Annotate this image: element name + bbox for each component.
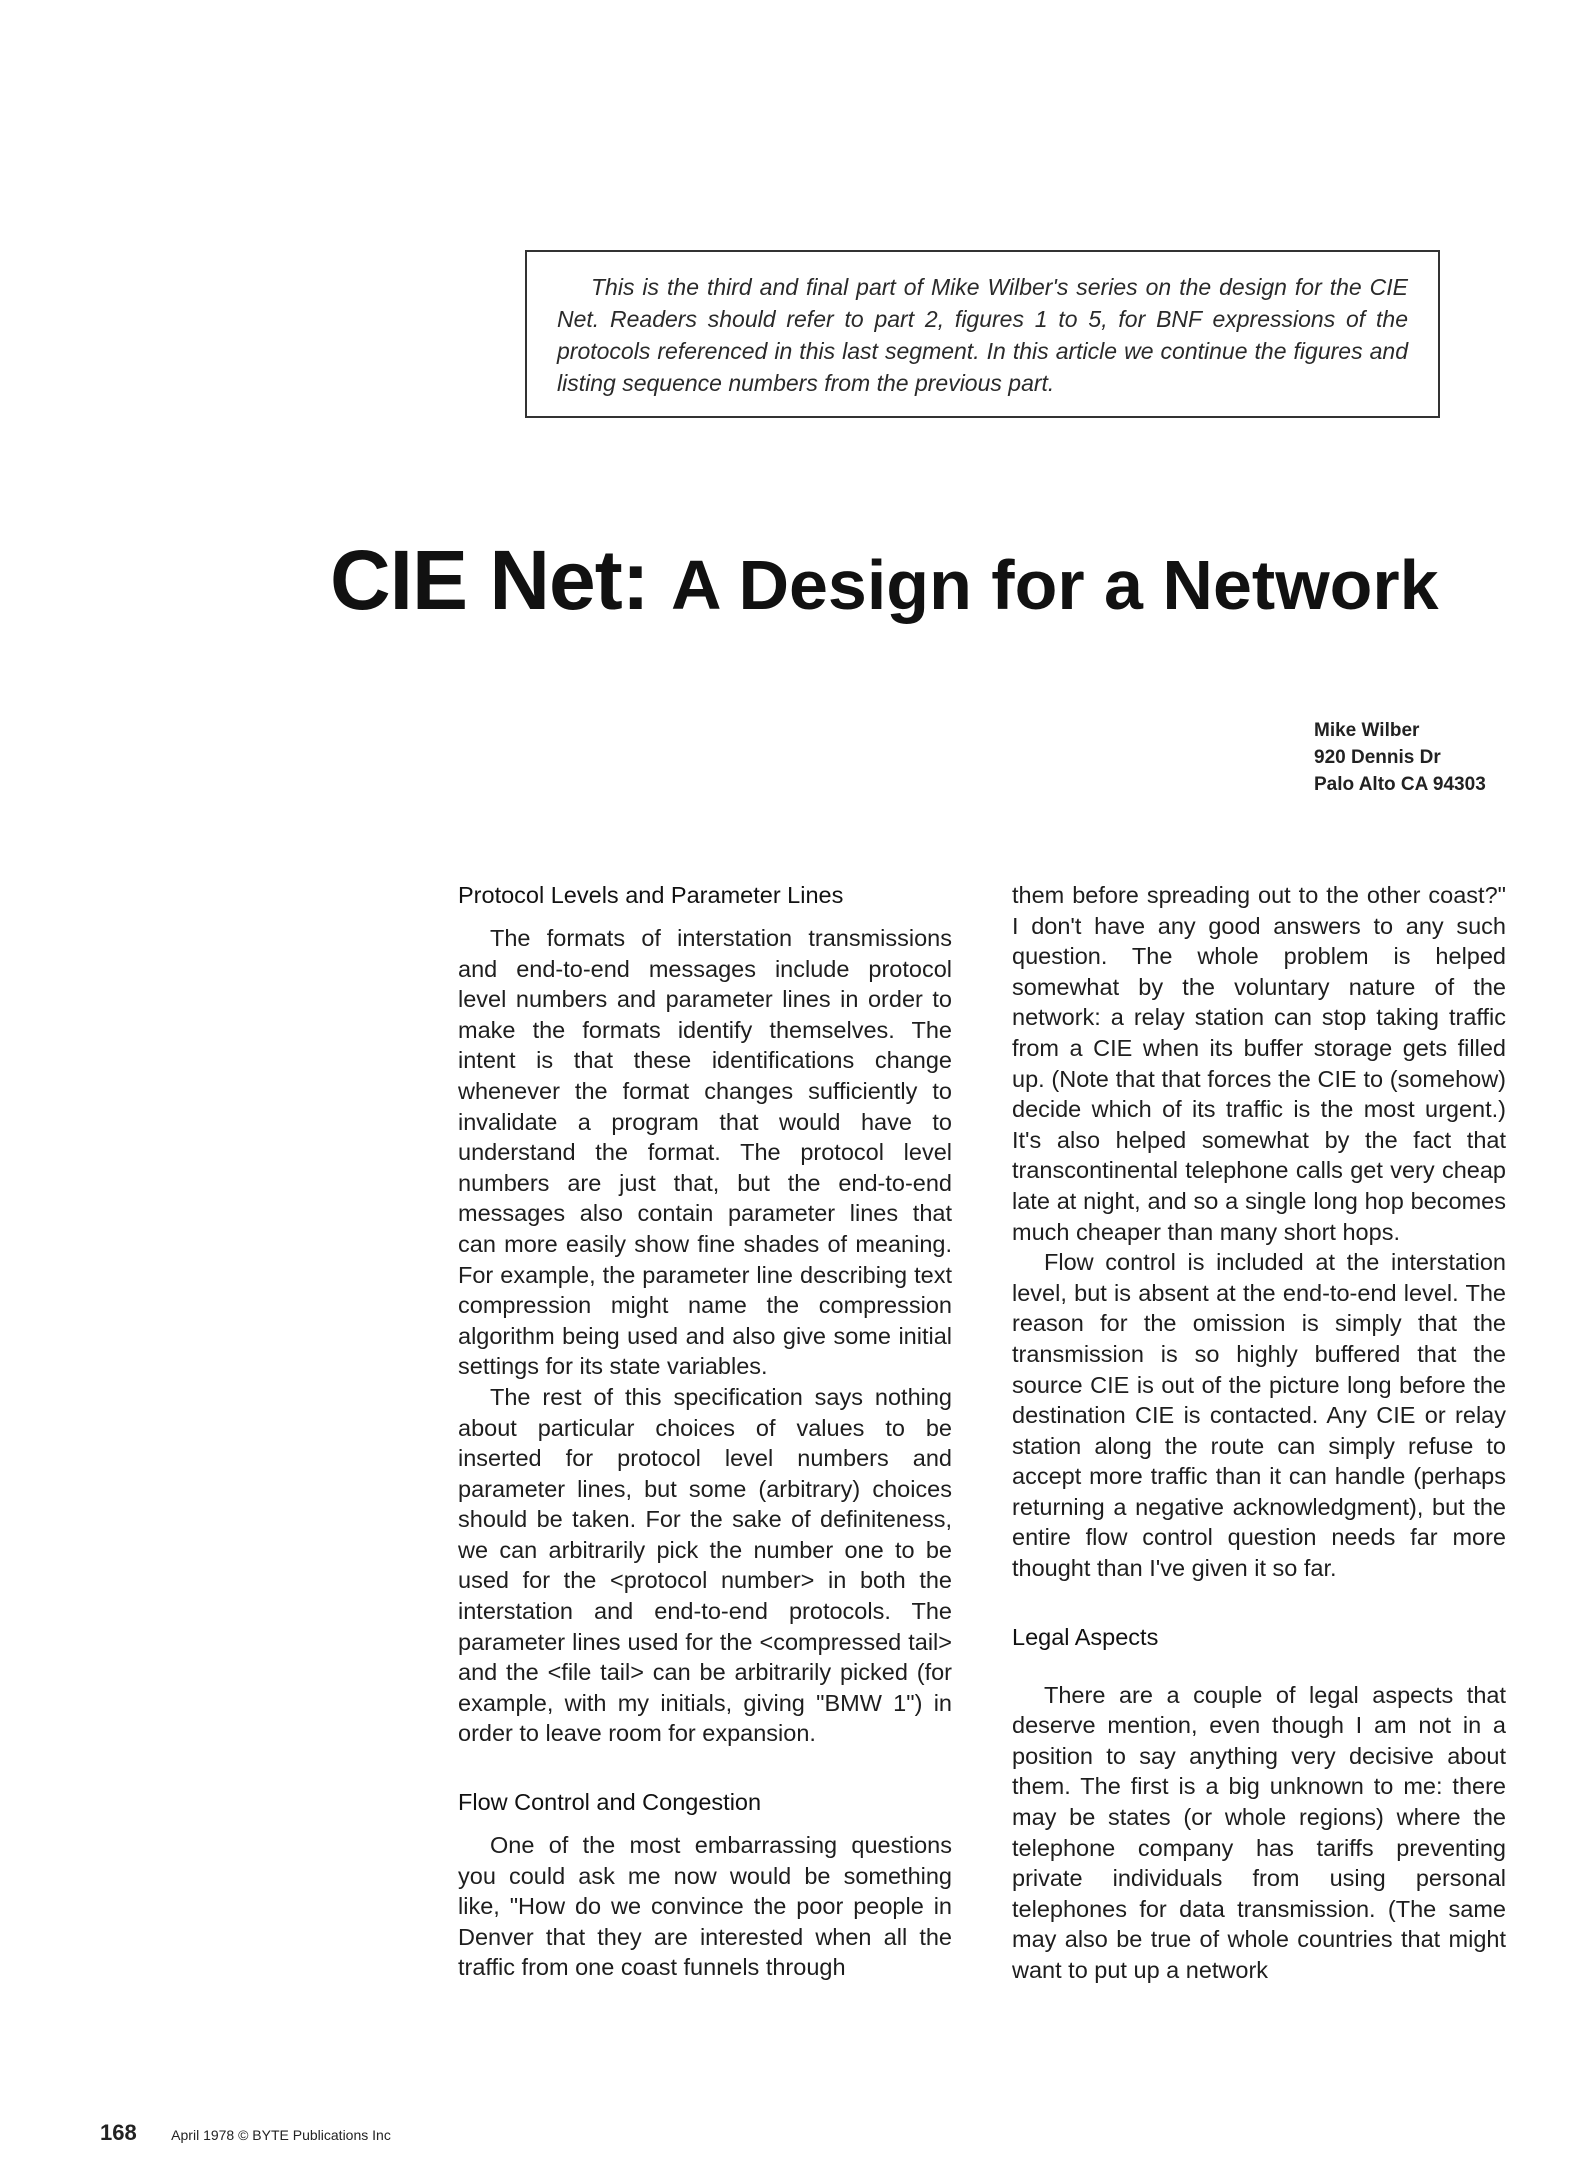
section-heading-protocol-levels: Protocol Levels and Parameter Lines: [458, 882, 844, 908]
byline: [1314, 717, 1486, 798]
editor-note-box: [525, 250, 1440, 418]
paragraph: The rest of this specification says nothing about particular choices of values to be inserted for protocol level numbers and parameter lines, but some (arbitrary) choices should be taken. For the sake of definiteness, we can arbitrarily pick the number one to be used for the <protocol number> in both the interstation and end-to-end protocols. The parameter lines used for the <compressed tail> and the <file tail> can be arbitrarily picked (for example, with my initials, giving "BMW 1") in order to leave room for expansion.: [458, 1383, 952, 1747]
article-title-sub: A Design for a Network: [671, 546, 1439, 624]
paragraph: There are a couple of legal aspects that deserve mention, even though I am not in a position to say anything very decisive about them. The first is a big unknown to me: there may be states (or whole regions) where the telephone company has tariffs preventing private individuals from using personal telephones for data transmission. (The same may also be true of whole countries that might want to put up a network: [1012, 1681, 1506, 1983]
author-name: Mike Wilber: [1314, 720, 1420, 741]
right-column: [1012, 880, 1506, 1986]
page-footer: [100, 2120, 391, 2146]
paragraph: The formats of interstation transmissions and end-to-end messages include protocol level numbers and parameter lines in order to make the formats identify themselves. The intent is that these identifications change whenever the format changes sufficiently to invalidate a program that would have to understand the format. The protocol level numbers are just that, but the end-to-end messages also contain parameter lines that can more easily show fine shades of meaning. For example, the parameter line describing text compression might name the compression algorithm being used and also give some initial settings for its state variables.: [458, 925, 952, 1380]
left-column: [458, 880, 952, 1983]
paragraph: One of the most embarrassing questions you could ask me now would be something like, "How do we convince the poor people in Denver that they are interested when all the traffic from one coast funnels through: [458, 1832, 952, 1981]
article-title: [330, 530, 1510, 635]
paragraph: them before spreading out to the other coast?" I don't have any good answers to any such question. The whole problem is helped somewhat by the voluntary nature of the network: a relay station can stop taking traffic from a CIE when its buffer storage gets filled up. (Note that that forces the CIE to (somehow) decide which of its traffic is the most urgent.) It's also helped somewhat by the fact that transcontinental telephone calls get very cheap late at night, and so a single long hop becomes much cheaper than many short hops.: [1012, 882, 1506, 1245]
paragraph: Flow control is included at the interstation level, but is absent at the end-to-end level. The reason for the omission is simply that the transmission is so highly buffered that the source CIE is out of the picture long before the destination CIE is contacted. Any CIE or relay station along the route can simply refuse to accept more traffic than it can handle (perhaps returning a negative acknowledgment), but the entire flow control question needs far more thought than I've given it so far.: [1012, 1249, 1506, 1582]
section-heading-legal-aspects: Legal Aspects: [1012, 1623, 1159, 1650]
article-title-main: CIE Net:: [330, 533, 649, 627]
editor-note: This is the third and final part of Mike Wilber's series on the design for the CIE Net. Readers should refer to part 2, figures 1 to 5, for BNF expressions of the protocols referenced in this last segment. In this article we continue the figures and listing sequence numbers from the previous part.: [557, 274, 1408, 396]
publication-credit: April 1978 © BYTE Publications Inc: [171, 2127, 391, 2143]
author-city: Palo Alto CA 94303: [1314, 774, 1486, 795]
section-heading-flow-control: Flow Control and Congestion: [458, 1789, 762, 1816]
author-street: 920 Dennis Dr: [1314, 747, 1441, 768]
page-number: 168: [100, 2120, 137, 2145]
